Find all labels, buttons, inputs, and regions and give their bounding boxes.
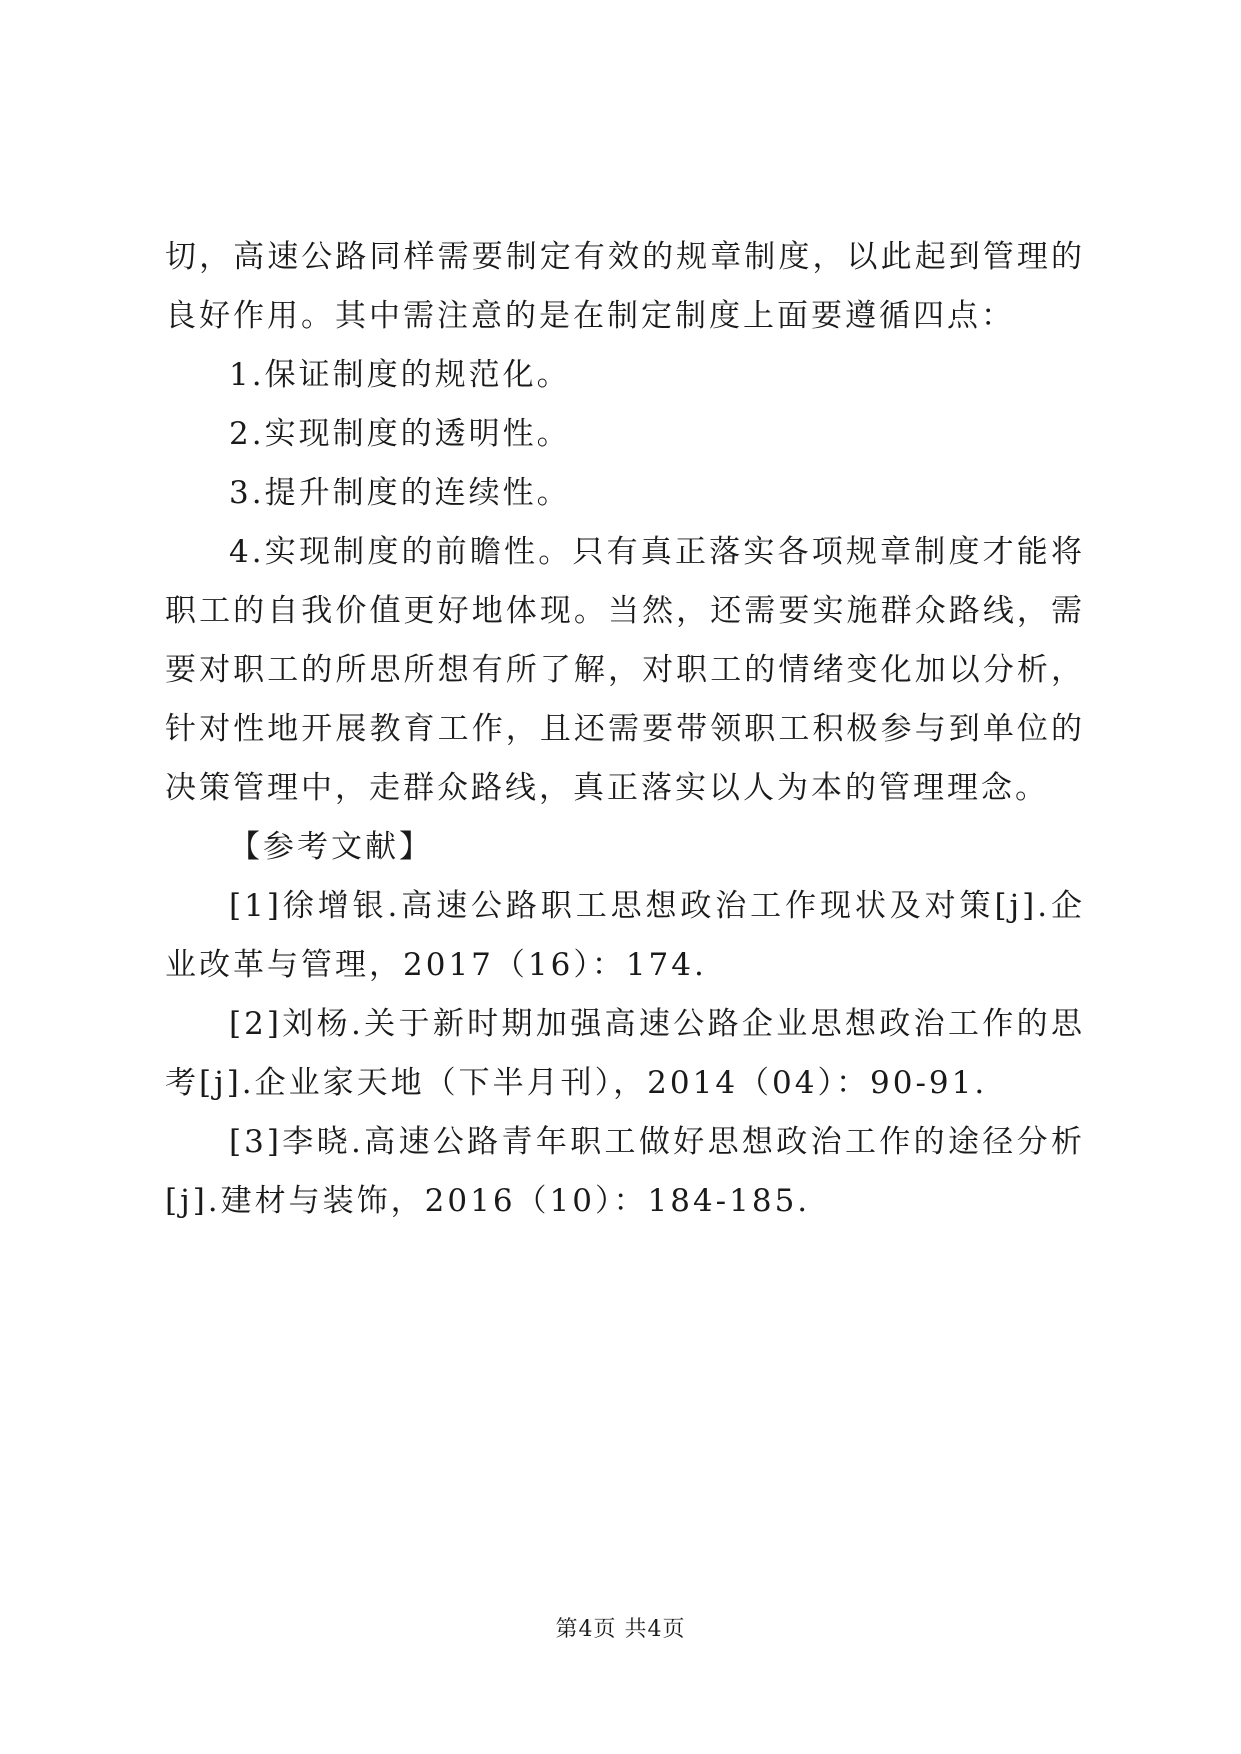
list-item-2: 2.实现制度的透明性。 xyxy=(229,416,571,452)
list-item-3: 3.提升制度的连续性。 xyxy=(229,475,571,511)
page-footer xyxy=(0,1612,1241,1643)
reference-1: [1]徐增银.高速公路职工思想政治工作现状及对策[j].企业改革与管理，2017（16）：174. xyxy=(165,888,1085,983)
reference-2: [2]刘杨.关于新时期加强高速公路企业思想政治工作的思考[j].企业家天地（下半月刊），2014（04）：90-91. xyxy=(165,1006,1085,1101)
reference-3: [3]李晓.高速公路青年职工做好思想政治工作的途径分析[j].建材与装饰，2016（10）：184-185. xyxy=(165,1124,1085,1219)
list-item-4: 4.实现制度的前瞻性。只有真正落实各项规章制度才能将职工的自我价值更好地体现。当然，还需要实施群众路线，需要对职工的所思所想有所了解，对职工的情绪变化加以分析，针对性地开展教育工作，且还需要带领职工积极参与到单位的决策管理中，走群众路线，真正落实以人为本的管理理念。 xyxy=(165,534,1085,806)
list-item-1: 1.保证制度的规范化。 xyxy=(229,357,571,393)
references-heading: 【参考文献】 xyxy=(229,829,433,865)
paragraph-continuation: 切，高速公路同样需要制定有效的规章制度，以此起到管理的良好作用。其中需注意的是在制定制度上面要遵循四点： xyxy=(165,239,1085,334)
body-text xyxy=(165,228,1085,1231)
page-number: 第4页 共4页 xyxy=(555,1617,686,1642)
